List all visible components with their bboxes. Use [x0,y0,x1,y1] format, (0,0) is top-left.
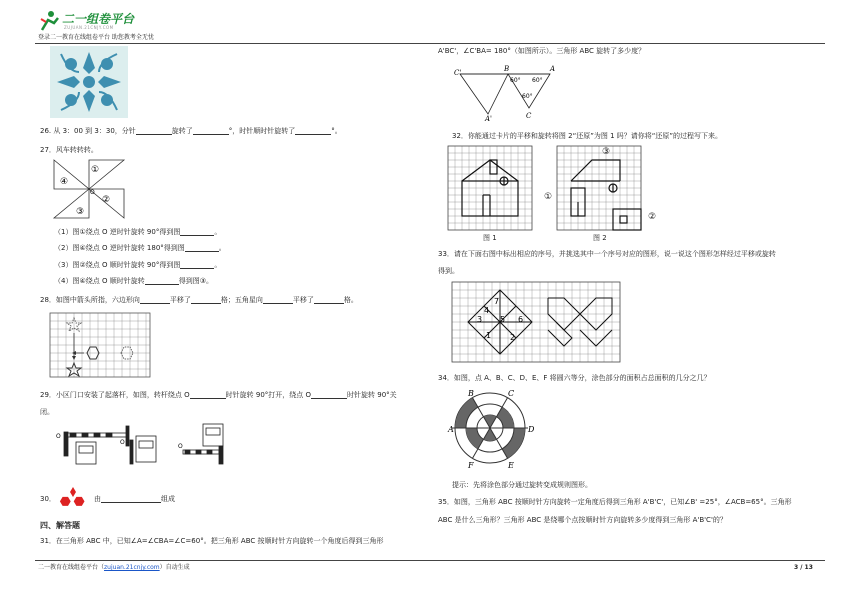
piece-label: ③ [602,147,611,157]
pinwheel-label: ③ [76,207,85,217]
q26-text: °。 [331,127,342,135]
q26-num: 26. [40,127,52,135]
pattern-image [50,46,128,118]
q29: 29．小区门口安装了起落杆，如图，转杆绕点 O 时针旋转 90°打开，绕点 O 时针旋转 90°关 [40,391,397,399]
region-label: 6 [518,315,524,324]
angle-label: 60° [510,77,521,84]
point-label: B [468,389,474,398]
q33-line2: 得到。 [438,267,459,275]
q31-cont: A'BC'，∠C'BA= 180°（如图所示）。三角形 ABC 旋转了多少度？ [438,47,646,55]
pinwheel-label: ② [102,195,111,205]
q26-blank-1[interactable] [136,127,172,135]
q32-grid-fig2 [557,146,641,230]
q30: 由 组成 [94,495,175,503]
vertex-label: A' [485,115,492,123]
q33-line1: 33．请在下面右图中标出相应的序号，并挑选其中一个序号对应的图形，说一说这个图形怎样经过平移或旋转 [438,250,776,258]
point-label: A [448,425,454,434]
q26-text: °，时针顺时针旋转了 [228,127,296,135]
header-divider [35,43,825,44]
q29-blank[interactable] [311,391,347,399]
region-label: 2 [510,333,516,342]
footer-text: 二一教育在线组卷平台（zujuan.21cnjy.com）自动生成 [38,564,190,571]
q32: 32．你能通过卡片的平移和旋转将图 2“还原”为图 1 吗？请你将“还原”的过程写下来。 [452,132,722,140]
point-label: F [468,461,474,470]
header-tagline: 登录二一教育在线组卷平台 助您教考全无忧 [38,34,154,41]
q28: 28．如图中箭头所指，六边形向 平移了 格；五角星向 平移了 格。 [40,296,358,304]
piece-label: ② [648,212,657,222]
q31-triangles [452,64,562,123]
q27-item: （2）图④绕点 O 逆时针旋转 180°得到图 。 [54,244,226,252]
pinwheel-label: ① [91,165,100,175]
q34-hint: 提示：先将涂色部分通过旋转变成规则图形。 [452,481,592,489]
pinwheel-figure [54,160,124,218]
q28-blank[interactable] [191,296,221,304]
q29-blank[interactable] [190,391,226,399]
q26-blank-2[interactable] [193,127,229,135]
q27-item: （3）图②绕点 O 顺时针旋转 90°得到图 。 [54,261,222,269]
piece-label: ① [544,192,553,202]
q26-text: 旋转了 [171,127,193,135]
q29-cont: 闭。 [40,408,54,416]
point-label: D [528,425,535,434]
q34-circle-figure [450,388,540,468]
q27-item: （4）图④绕点 O 顺时针旋转 得到图③。 [54,277,213,285]
q35-line1: 35．如图，三角形 ABC 按顺时针方向旋转一定角度后得到三角形 A'B'C'，已知∠B' =25°，∠ACB=65°。三角形 [438,498,792,506]
header-logo [38,10,158,34]
q27-blank[interactable] [145,277,179,285]
logo-runner-icon [38,10,60,32]
q28-blank[interactable] [140,296,170,304]
barrier-figures [48,424,228,468]
barrier-pivot-label: O [178,443,183,450]
angle-label: 60° [522,93,533,100]
page-number: 3 / 13 [794,564,813,571]
section-heading: 四、解答题 [40,521,80,530]
figure-caption: 图 1 [483,234,497,242]
figure-caption: 图 2 [593,234,607,242]
pinwheel-label: ④ [60,177,69,187]
barrier-pivot-label: O [56,433,61,440]
footer-link[interactable]: zujuan.21cnjy.com [104,564,160,571]
mitsubishi-logo-icon [60,487,86,509]
region-label: 3 [477,315,483,324]
q27-item: （1）图①绕点 O 逆时针旋转 90°得到图 。 [54,228,222,236]
angle-label: 60° [532,77,543,84]
q26-blank-3[interactable] [295,127,331,135]
footer-divider [35,560,825,561]
region-label: 7 [494,297,500,306]
q27-blank[interactable] [185,244,219,252]
vertex-label: C' [454,69,462,77]
q28-blank[interactable] [263,296,293,304]
q27-title: 27．风车转转转。 [40,146,98,154]
q30-num: 30． [40,495,56,503]
logo-subtitle: ZUJUAN.21CNJY.COM [64,25,114,30]
q26 [40,127,342,135]
q32-grid-fig1 [448,146,532,230]
pinwheel-label: O [90,189,95,196]
region-label: 4 [484,306,490,315]
q35-line2: ABC 是什么三角形？三角形 ABC 是绕哪个点按顺时针方向旋转多少度得到三角形 A'B'C'的？ [438,516,727,524]
point-label: E [508,461,514,470]
barrier-pivot-label: O [120,439,125,446]
q26-text: 从 3：00 到 3：30，分针 [53,127,136,135]
q27-blank[interactable] [180,261,214,269]
vertex-label: A [550,65,556,73]
q28-grid [50,313,150,377]
q27-blank[interactable] [180,228,214,236]
q31: 31．在三角形 ABC 中，已知∠A=∠CBA=∠C=60°。把三角形 ABC 按顺时针方向旋转一个角度后得到三角形 [40,537,384,545]
vertex-label: C [526,112,532,120]
region-label: 5 [500,315,506,324]
q34: 34．如图，点 A、B、C、D、E、F 将圆六等分，涂色部分的面积占总面积的几分之几？ [438,374,711,382]
region-label: 1 [486,331,492,340]
q33-grid [452,282,620,362]
q30-blank[interactable] [101,495,161,503]
point-label: C [508,389,515,398]
logo-title: 二一组卷平台 [62,12,135,26]
q28-blank[interactable] [314,296,344,304]
vertex-label: B [504,65,510,73]
